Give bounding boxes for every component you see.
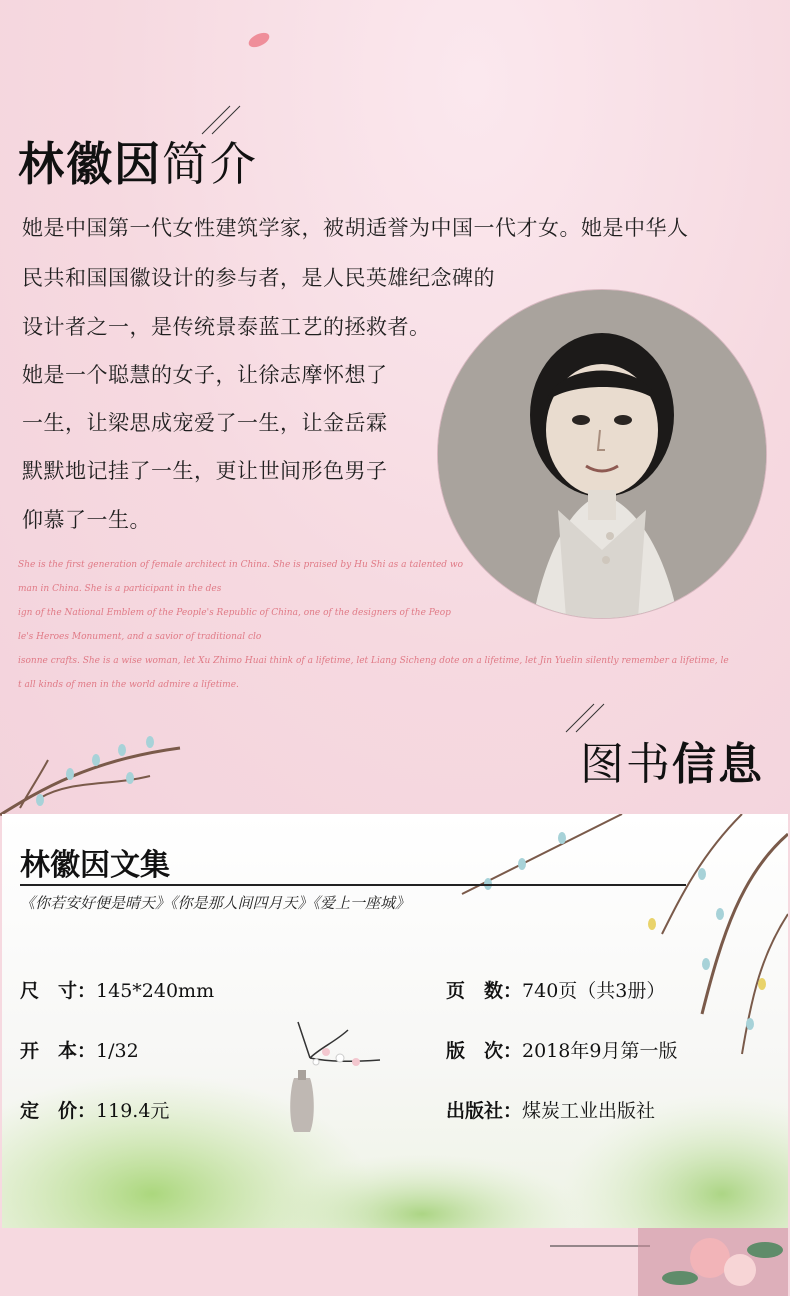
english-line: t all kinds of men in the world admire a lifetime. xyxy=(18,680,239,690)
english-line: man in China. She is a participant in the des xyxy=(18,584,222,594)
intro-english-text xyxy=(18,553,758,697)
info-size xyxy=(20,976,214,1003)
collection-subtitle: 《你若安好便是晴天》《你是那人间四月天》《爱上一座城》 xyxy=(20,894,411,912)
intro-heading-thin: 简介 xyxy=(162,137,258,191)
format-label: 开 本： xyxy=(20,1040,97,1062)
size-label: 尺 寸： xyxy=(20,980,97,1002)
publisher-label: 出版社： xyxy=(446,1100,523,1122)
intro-line-1: 她是中国第一代女性建筑学家，被胡适誉为中国一代才女。她是中华人 xyxy=(22,216,689,240)
english-line: isonne crafts. She is a wise woman, let Xu Zhimo Huai think of a lifetime, let Liang Sicheng dote on a lifetime, let Jin Yuelin silently remember a lifetime, le xyxy=(18,656,729,666)
info-publisher xyxy=(446,1096,655,1123)
bottom-decoration xyxy=(540,1228,790,1296)
intro-line-4: 她是一个聪慧的女子，让徐志摩怀想了 xyxy=(22,363,388,387)
publisher-value: 煤炭工业出版社 xyxy=(522,1100,656,1122)
info-format xyxy=(20,1036,139,1063)
intro-line-2: 民共和国国徽设计的参与者，是人民英雄纪念碑的 xyxy=(22,266,495,290)
collection-title: 林徽因文集 xyxy=(20,848,170,883)
english-line: She is the first generation of female architect in China. She is praised by Hu Shi as a talented wo xyxy=(18,560,464,570)
size-value: 145*240mm xyxy=(96,980,215,1002)
english-line: ign of the National Emblem of the People's Republic of China, one of the designers of the Peop xyxy=(18,608,451,618)
intro-line-6: 默默地记挂了一生，更让世间形色男子 xyxy=(22,459,388,483)
book-info-heading xyxy=(580,728,764,792)
edition-label: 版 次： xyxy=(446,1040,523,1062)
book-info-heading-bold: 信息 xyxy=(672,739,764,790)
pages-label: 页 数： xyxy=(446,980,523,1002)
book-info-heading-thin: 图书 xyxy=(580,739,672,790)
edition-value: 2018年9月第一版 xyxy=(522,1040,678,1062)
format-value: 1/32 xyxy=(96,1040,139,1062)
price-value: 119.4元 xyxy=(96,1100,170,1122)
intro-line-5: 一生，让梁思成宠爱了一生，让金岳霖 xyxy=(22,411,388,435)
price-label: 定 价： xyxy=(20,1100,97,1122)
info-price xyxy=(20,1096,169,1123)
intro-line-7: 仰慕了一生。 xyxy=(22,508,151,532)
english-line: le's Heroes Monument, and a savior of traditional clo xyxy=(18,632,262,642)
intro-line-3: 设计者之一，是传统景泰蓝工艺的拯救者。 xyxy=(22,315,431,339)
vase-illustration xyxy=(280,1018,390,1138)
pages-value: 740页（共3册） xyxy=(522,980,666,1002)
info-pages xyxy=(446,976,665,1003)
title-underline xyxy=(20,884,686,886)
intro-heading xyxy=(18,128,258,194)
info-edition xyxy=(446,1036,677,1063)
intro-heading-bold: 林徽因 xyxy=(18,137,162,191)
branch-decoration-left xyxy=(0,720,200,820)
